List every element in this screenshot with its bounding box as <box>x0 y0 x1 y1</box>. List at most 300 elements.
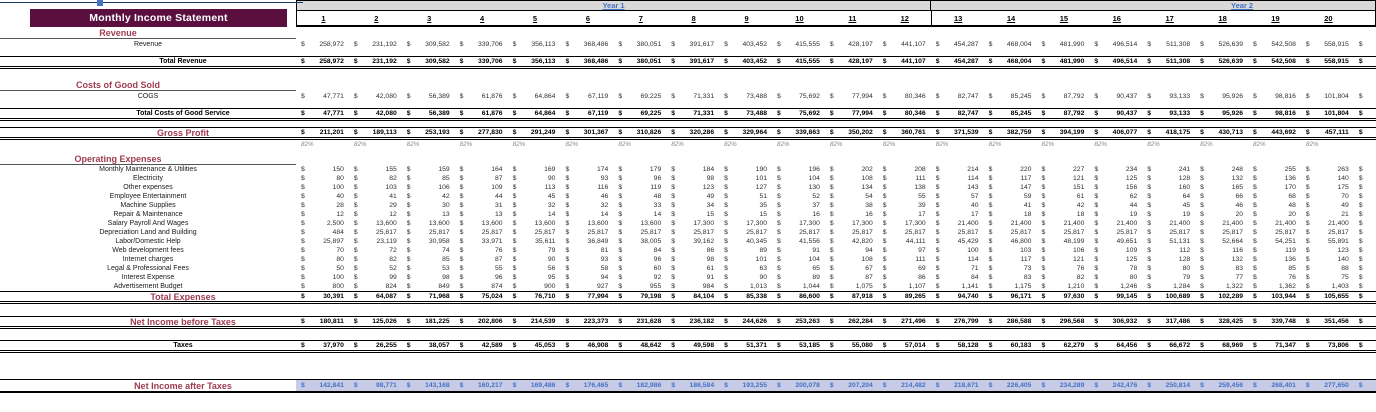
cell-interest-expense-m10[interactable]: $ 89 <box>777 274 820 281</box>
cell-employee-entertainment-m11[interactable]: $ 54 <box>829 193 873 200</box>
cell-legal-professional-fees-m3[interactable]: $ 53 <box>406 265 450 272</box>
cell-labor-domestic-help-m2[interactable]: $ 23,119 <box>353 238 397 245</box>
cell-net-income-after-taxes-m1[interactable]: $ 142,841 <box>296 380 349 391</box>
cell-taxes-m16[interactable]: $ 64,456 <box>1094 342 1138 349</box>
cell-other-expenses-m2[interactable]: $ 103 <box>353 184 397 191</box>
row-label-pct[interactable] <box>0 140 296 149</box>
cell-repair-maintenance-m12[interactable]: $ 17 <box>882 211 926 218</box>
cell-legal-professional-fees-m17[interactable]: $ 80 <box>1147 265 1191 272</box>
cell-total-revenue-m8[interactable]: $ 391,617 <box>671 58 715 65</box>
column-header-1[interactable]: 1 <box>321 13 326 23</box>
cell-revenue-m17[interactable]: $ 511,308 <box>1147 41 1191 48</box>
cell-electricity-m1[interactable]: $ 80 <box>301 175 344 182</box>
row-label-revenue[interactable]: Revenue <box>0 27 296 39</box>
cell-other-expenses-m1[interactable]: $ 100 <box>301 184 344 191</box>
cell-web-development-fees-m7[interactable]: $ 84 <box>618 247 662 254</box>
cell-revenue-m5[interactable] <box>508 27 561 39</box>
cell-total-expenses-m3[interactable]: $ 71,968 <box>406 293 450 300</box>
cell-revenue-m4[interactable] <box>455 27 508 39</box>
cell-depreciation-land-and-building-m8[interactable]: $ 25,817 <box>671 229 715 236</box>
cell-interest-expense-m20[interactable]: $ 75 <box>1305 274 1349 281</box>
cell-total-costs-of-good-service-m10[interactable]: $ 75,692 <box>777 110 820 117</box>
cell-salary-payroll-and-wages-m15[interactable]: $ 21,400 <box>1041 220 1085 227</box>
cell-legal-professional-fees-m4[interactable]: $ 55 <box>459 265 503 272</box>
cell-total-costs-of-good-service-m14[interactable]: $ 85,245 <box>988 110 1032 117</box>
cell-gross-profit-m15[interactable]: $ 394,199 <box>1041 129 1085 136</box>
cell-taxes-m13[interactable]: $ 58,128 <box>935 342 979 349</box>
cell-employee-entertainment-m13[interactable]: $ 57 <box>935 193 979 200</box>
cell-revenue-m6[interactable] <box>560 27 613 39</box>
column-header-10[interactable]: 10 <box>795 13 804 23</box>
cell-internet-charges-m2[interactable]: $ 82 <box>353 256 397 263</box>
cell-depreciation-land-and-building-m19[interactable]: $ 25,817 <box>1253 229 1296 236</box>
cell-other-expenses-m20[interactable]: $ 175 <box>1305 184 1349 191</box>
cell-pct-m12[interactable]: 82% <box>882 141 896 148</box>
cell-revenue-m15[interactable]: $ 481,990 <box>1041 41 1085 48</box>
cell-other-expenses-m19[interactable]: $ 170 <box>1253 184 1296 191</box>
cell-internet-charges-m1[interactable]: $ 80 <box>301 256 344 263</box>
cell-machine-supplies-m10[interactable]: $ 37 <box>777 202 820 209</box>
cell-revenue-m3[interactable]: $ 309,582 <box>406 41 450 48</box>
cell-operating-expenses-m19[interactable] <box>1248 153 1301 165</box>
cell-operating-expenses-m3[interactable] <box>402 153 455 165</box>
cell-monthly-maintenance-utilities-m17[interactable]: $ 241 <box>1147 166 1191 173</box>
cell-revenue-m5[interactable]: $ 356,113 <box>512 41 556 48</box>
cell-advertisement-budget-m13[interactable]: $ 1,141 <box>935 283 979 290</box>
cell-legal-professional-fees-m15[interactable]: $ 76 <box>1041 265 1085 272</box>
cell-net-income-after-taxes-m6[interactable]: $ 176,465 <box>560 380 613 391</box>
cell-advertisement-budget-m20[interactable]: $ 1,403 <box>1305 283 1349 290</box>
cell-salary-payroll-and-wages-m13[interactable]: $ 21,400 <box>935 220 979 227</box>
cell-machine-supplies-m14[interactable]: $ 41 <box>988 202 1032 209</box>
cell-costs-of-good-sold-m13[interactable] <box>931 79 984 91</box>
cell-machine-supplies-m2[interactable]: $ 29 <box>353 202 397 209</box>
cell-cogs-m4[interactable]: $ 61,876 <box>459 93 503 100</box>
cell-revenue-m18[interactable] <box>1195 27 1248 39</box>
cell-legal-professional-fees-m13[interactable]: $ 71 <box>935 265 979 272</box>
row-label-total-expenses[interactable]: Total Expenses <box>150 292 216 301</box>
cell-total-expenses-m19[interactable]: $ 103,944 <box>1253 293 1296 300</box>
cell-net-income-after-taxes-m21-clipped[interactable]: $ <box>1354 380 1376 391</box>
cell-other-expenses-m11[interactable]: $ 134 <box>829 184 873 191</box>
cell-revenue-m16[interactable]: $ 496,514 <box>1094 41 1138 48</box>
cell-costs-of-good-sold-m12[interactable] <box>878 79 931 91</box>
cell-costs-of-good-sold-m21-clipped[interactable] <box>1354 79 1376 91</box>
cell-advertisement-budget-m10[interactable]: $ 1,044 <box>777 283 820 290</box>
cell-advertisement-budget-m17[interactable]: $ 1,284 <box>1147 283 1191 290</box>
cell-salary-payroll-and-wages-m7[interactable]: $ 13,600 <box>618 220 662 227</box>
row-label-net-income-after-taxes[interactable]: Net Income after Taxes <box>0 380 296 391</box>
cell-costs-of-good-sold-m17[interactable] <box>1142 79 1195 91</box>
cell-taxes-m18[interactable]: $ 68,969 <box>1200 342 1244 349</box>
cell-salary-payroll-and-wages-m20[interactable]: $ 21,400 <box>1305 220 1349 227</box>
cell-net-income-after-taxes-m18[interactable]: $ 259,456 <box>1195 380 1248 391</box>
cell-internet-charges-m21-clipped[interactable]: $ <box>1358 256 1363 263</box>
cell-net-income-before-taxes-m20[interactable]: $ 351,456 <box>1305 318 1349 325</box>
column-header-8[interactable]: 8 <box>691 13 696 23</box>
cell-total-costs-of-good-service-m16[interactable]: $ 90,437 <box>1094 110 1138 117</box>
cell-net-income-before-taxes-m15[interactable]: $ 296,568 <box>1041 318 1085 325</box>
cell-net-income-before-taxes-m17[interactable]: $ 317,486 <box>1147 318 1191 325</box>
cell-total-revenue-m1[interactable]: $ 258,972 <box>301 58 344 65</box>
cell-depreciation-land-and-building-m18[interactable]: $ 25,817 <box>1200 229 1244 236</box>
cell-pct-m7[interactable]: 82% <box>618 141 631 148</box>
cell-electricity-m21-clipped[interactable]: $ <box>1358 175 1363 182</box>
cell-total-expenses-m20[interactable]: $ 105,655 <box>1305 293 1349 300</box>
cell-electricity-m4[interactable]: $ 87 <box>459 175 503 182</box>
cell-monthly-maintenance-utilities-m4[interactable]: $ 164 <box>459 166 503 173</box>
cell-repair-maintenance-m3[interactable]: $ 13 <box>406 211 450 218</box>
cell-advertisement-budget-m6[interactable]: $ 927 <box>565 283 609 290</box>
cell-other-expenses-m8[interactable]: $ 123 <box>671 184 715 191</box>
cell-web-development-fees-m18[interactable]: $ 116 <box>1200 247 1244 254</box>
cell-labor-domestic-help-m13[interactable]: $ 45,429 <box>935 238 979 245</box>
cell-labor-domestic-help-m15[interactable]: $ 48,199 <box>1041 238 1085 245</box>
row-label-other-expenses[interactable]: Other expenses <box>123 184 173 191</box>
cell-repair-maintenance-m20[interactable]: $ 21 <box>1305 211 1349 218</box>
cell-salary-payroll-and-wages-m21-clipped[interactable]: $ <box>1358 220 1363 227</box>
cell-gross-profit-m8[interactable]: $ 320,286 <box>671 129 715 136</box>
cell-interest-expense-m13[interactable]: $ 84 <box>935 274 979 281</box>
cell-machine-supplies-m20[interactable]: $ 49 <box>1305 202 1349 209</box>
cell-repair-maintenance-m21-clipped[interactable]: $ <box>1358 211 1363 218</box>
cell-advertisement-budget-m4[interactable]: $ 874 <box>459 283 503 290</box>
cell-pct-m20[interactable]: 82% <box>1305 141 1319 148</box>
cell-net-income-before-taxes-m11[interactable]: $ 262,284 <box>829 318 873 325</box>
cell-salary-payroll-and-wages-m6[interactable]: $ 13,600 <box>565 220 609 227</box>
cell-cogs-m13[interactable]: $ 82,747 <box>935 93 979 100</box>
cell-labor-domestic-help-m7[interactable]: $ 38,005 <box>618 238 662 245</box>
cell-legal-professional-fees-m6[interactable]: $ 58 <box>565 265 609 272</box>
cell-other-expenses-m15[interactable]: $ 151 <box>1041 184 1085 191</box>
cell-electricity-m13[interactable]: $ 114 <box>935 175 979 182</box>
cell-depreciation-land-and-building-m7[interactable]: $ 25,817 <box>618 229 662 236</box>
cell-internet-charges-m7[interactable]: $ 96 <box>618 256 662 263</box>
cell-gross-profit-m5[interactable]: $ 291,249 <box>512 129 556 136</box>
cell-web-development-fees-m10[interactable]: $ 91 <box>777 247 820 254</box>
cell-repair-maintenance-m4[interactable]: $ 13 <box>459 211 503 218</box>
cell-net-income-after-taxes-m2[interactable]: $ 98,771 <box>349 380 402 391</box>
cell-advertisement-budget-m18[interactable]: $ 1,322 <box>1200 283 1244 290</box>
cell-total-expenses-m15[interactable]: $ 97,630 <box>1041 293 1085 300</box>
cell-salary-payroll-and-wages-m5[interactable]: $ 13,600 <box>512 220 556 227</box>
cell-legal-professional-fees-m16[interactable]: $ 78 <box>1094 265 1138 272</box>
cell-legal-professional-fees-m11[interactable]: $ 67 <box>829 265 873 272</box>
cell-employee-entertainment-m21-clipped[interactable]: $ <box>1358 193 1363 200</box>
cell-taxes-m10[interactable]: $ 53,185 <box>777 342 820 349</box>
cell-monthly-maintenance-utilities-m16[interactable]: $ 234 <box>1094 166 1138 173</box>
cell-net-income-before-taxes-m6[interactable]: $ 223,373 <box>565 318 609 325</box>
cell-internet-charges-m3[interactable]: $ 85 <box>406 256 450 263</box>
cell-electricity-m12[interactable]: $ 111 <box>882 175 926 182</box>
cell-depreciation-land-and-building-m21-clipped[interactable]: $ <box>1358 229 1363 236</box>
cell-costs-of-good-sold-m11[interactable] <box>825 79 878 91</box>
cell-operating-expenses-m9[interactable] <box>719 153 772 165</box>
cell-advertisement-budget-m3[interactable]: $ 849 <box>406 283 450 290</box>
cell-total-revenue-m12[interactable]: $ 441,107 <box>882 58 926 65</box>
cell-total-expenses-m21-clipped[interactable]: $ <box>1358 293 1363 300</box>
cell-net-income-before-taxes-m14[interactable]: $ 286,588 <box>988 318 1032 325</box>
cell-pct-m6[interactable]: 82% <box>565 141 579 148</box>
cell-advertisement-budget-m16[interactable]: $ 1,246 <box>1094 283 1138 290</box>
cell-web-development-fees-m17[interactable]: $ 112 <box>1147 247 1191 254</box>
cell-pct-m4[interactable]: 82% <box>459 141 473 148</box>
cell-employee-entertainment-m8[interactable]: $ 49 <box>671 193 715 200</box>
cell-total-costs-of-good-service-m20[interactable]: $ 101,804 <box>1305 110 1349 117</box>
cell-legal-professional-fees-m8[interactable]: $ 61 <box>671 265 715 272</box>
cell-electricity-m18[interactable]: $ 132 <box>1200 175 1244 182</box>
cell-taxes-m12[interactable]: $ 57,014 <box>882 342 926 349</box>
column-header-14[interactable]: 14 <box>1006 13 1016 23</box>
column-header-5[interactable]: 5 <box>532 13 538 23</box>
cell-total-revenue-m19[interactable]: $ 542,508 <box>1253 58 1296 65</box>
cell-advertisement-budget-m8[interactable]: $ 984 <box>671 283 715 290</box>
cell-salary-payroll-and-wages-m3[interactable]: $ 13,600 <box>406 220 450 227</box>
cell-costs-of-good-sold-m6[interactable] <box>560 79 613 91</box>
row-label-gross-profit[interactable]: Gross Profit <box>156 128 209 137</box>
cell-net-income-before-taxes-m1[interactable]: $ 180,811 <box>301 318 344 325</box>
cell-web-development-fees-m13[interactable]: $ 100 <box>935 247 979 254</box>
cell-taxes-m3[interactable]: $ 38,057 <box>406 342 450 349</box>
cell-net-income-before-taxes-m10[interactable]: $ 253,263 <box>777 318 820 325</box>
cell-salary-payroll-and-wages-m16[interactable]: $ 21,400 <box>1094 220 1138 227</box>
cell-net-income-before-taxes-m12[interactable]: $ 271,496 <box>882 318 926 325</box>
cell-repair-maintenance-m15[interactable]: $ 18 <box>1041 211 1085 218</box>
cell-revenue-m12[interactable] <box>878 27 931 39</box>
cell-labor-domestic-help-m16[interactable]: $ 49,651 <box>1094 238 1138 245</box>
cell-interest-expense-m6[interactable]: $ 94 <box>565 274 609 281</box>
cell-monthly-maintenance-utilities-m5[interactable]: $ 169 <box>512 166 556 173</box>
cell-gross-profit-m11[interactable]: $ 350,202 <box>829 129 873 136</box>
cell-revenue-m9[interactable] <box>719 27 772 39</box>
cell-monthly-maintenance-utilities-m3[interactable]: $ 159 <box>406 166 450 173</box>
cell-total-costs-of-good-service-m19[interactable]: $ 98,816 <box>1253 110 1296 117</box>
cell-internet-charges-m6[interactable]: $ 93 <box>565 256 609 263</box>
cell-net-income-after-taxes-m16[interactable]: $ 242,476 <box>1089 380 1142 391</box>
cell-cogs-m8[interactable]: $ 71,331 <box>671 93 715 100</box>
cell-electricity-m2[interactable]: $ 82 <box>353 175 397 182</box>
cell-net-income-before-taxes-m7[interactable]: $ 231,628 <box>618 318 662 325</box>
cell-repair-maintenance-m17[interactable]: $ 19 <box>1147 211 1191 218</box>
cell-total-expenses-m8[interactable]: $ 84,104 <box>671 293 715 300</box>
cell-total-costs-of-good-service-m11[interactable]: $ 77,994 <box>829 110 873 117</box>
cell-repair-maintenance-m13[interactable]: $ 17 <box>935 211 979 218</box>
cell-internet-charges-m20[interactable]: $ 140 <box>1305 256 1349 263</box>
cell-internet-charges-m18[interactable]: $ 132 <box>1200 256 1244 263</box>
cell-taxes-m4[interactable]: $ 42,589 <box>459 342 503 349</box>
cell-total-costs-of-good-service-m8[interactable]: $ 71,331 <box>671 110 715 117</box>
cell-operating-expenses-m20[interactable] <box>1301 153 1354 165</box>
cell-costs-of-good-sold-m9[interactable] <box>719 79 772 91</box>
cell-total-costs-of-good-service-m9[interactable]: $ 73,488 <box>724 110 768 117</box>
cell-internet-charges-m17[interactable]: $ 128 <box>1147 256 1191 263</box>
cell-total-costs-of-good-service-m12[interactable]: $ 80,346 <box>882 110 926 117</box>
cell-labor-domestic-help-m6[interactable]: $ 36,849 <box>565 238 609 245</box>
cell-employee-entertainment-m17[interactable]: $ 64 <box>1147 193 1191 200</box>
row-label-machine-supplies[interactable]: Machine Supplies <box>120 202 176 209</box>
cell-net-income-after-taxes-m8[interactable]: $ 186,584 <box>666 380 719 391</box>
cell-salary-payroll-and-wages-m10[interactable]: $ 17,300 <box>777 220 820 227</box>
cell-internet-charges-m12[interactable]: $ 111 <box>882 256 926 263</box>
cell-gross-profit-m6[interactable]: $ 301,367 <box>565 129 609 136</box>
cell-labor-domestic-help-m18[interactable]: $ 52,664 <box>1200 238 1244 245</box>
cell-costs-of-good-sold-m4[interactable] <box>455 79 508 91</box>
column-header-17[interactable]: 17 <box>1165 13 1174 23</box>
cell-repair-maintenance-m14[interactable]: $ 18 <box>988 211 1032 218</box>
cell-depreciation-land-and-building-m12[interactable]: $ 25,817 <box>882 229 926 236</box>
cell-machine-supplies-m15[interactable]: $ 42 <box>1041 202 1085 209</box>
cell-net-income-after-taxes-m14[interactable]: $ 226,405 <box>984 380 1037 391</box>
cell-total-expenses-m5[interactable]: $ 76,710 <box>512 293 556 300</box>
cell-labor-domestic-help-m3[interactable]: $ 30,958 <box>406 238 450 245</box>
row-label-labor-domestic-help[interactable]: Labor/Domestic Help <box>115 238 181 245</box>
cell-depreciation-land-and-building-m6[interactable]: $ 25,817 <box>565 229 609 236</box>
cell-total-expenses-m6[interactable]: $ 77,994 <box>565 293 609 300</box>
cell-salary-payroll-and-wages-m17[interactable]: $ 21,400 <box>1147 220 1191 227</box>
cell-electricity-m6[interactable]: $ 93 <box>565 175 609 182</box>
column-header-3[interactable]: 3 <box>427 13 432 23</box>
column-header-11[interactable]: 11 <box>848 13 857 23</box>
cell-revenue-m10[interactable]: $ 415,555 <box>777 41 820 48</box>
cell-legal-professional-fees-m7[interactable]: $ 60 <box>618 265 662 272</box>
cell-other-expenses-m14[interactable]: $ 147 <box>988 184 1032 191</box>
cell-depreciation-land-and-building-m16[interactable]: $ 25,817 <box>1094 229 1138 236</box>
cell-total-expenses-m18[interactable]: $ 102,289 <box>1200 293 1244 300</box>
cell-employee-entertainment-m2[interactable]: $ 41 <box>353 193 397 200</box>
cell-revenue-m7[interactable] <box>613 27 666 39</box>
cell-electricity-m15[interactable]: $ 121 <box>1041 175 1085 182</box>
cell-electricity-m19[interactable]: $ 136 <box>1253 175 1296 182</box>
cell-other-expenses-m12[interactable]: $ 138 <box>882 184 926 191</box>
cell-revenue-m2[interactable] <box>349 27 402 39</box>
cell-monthly-maintenance-utilities-m13[interactable]: $ 214 <box>935 166 979 173</box>
cell-total-revenue-m10[interactable]: $ 415,555 <box>777 58 820 65</box>
cell-gross-profit-m14[interactable]: $ 382,759 <box>988 129 1032 136</box>
cell-web-development-fees-m1[interactable]: $ 70 <box>301 247 344 254</box>
cell-repair-maintenance-m19[interactable]: $ 20 <box>1253 211 1296 218</box>
cell-total-expenses-m1[interactable]: $ 30,391 <box>301 293 344 300</box>
cell-legal-professional-fees-m21-clipped[interactable]: $ <box>1358 265 1363 272</box>
cell-interest-expense-m19[interactable]: $ 76 <box>1253 274 1296 281</box>
cell-interest-expense-m14[interactable]: $ 83 <box>988 274 1032 281</box>
cell-interest-expense-m11[interactable]: $ 87 <box>829 274 873 281</box>
cell-legal-professional-fees-m5[interactable]: $ 56 <box>512 265 556 272</box>
cell-net-income-after-taxes-m11[interactable]: $ 207,204 <box>825 380 878 391</box>
cell-costs-of-good-sold-m8[interactable] <box>666 79 719 91</box>
cell-taxes-m19[interactable]: $ 71,347 <box>1253 342 1296 349</box>
cell-total-costs-of-good-service-m2[interactable]: $ 42,080 <box>353 110 397 117</box>
cell-electricity-m5[interactable]: $ 90 <box>512 175 556 182</box>
cell-operating-expenses-m8[interactable] <box>666 153 719 165</box>
cell-salary-payroll-and-wages-m12[interactable]: $ 17,300 <box>882 220 926 227</box>
cell-pct-m19[interactable]: 82% <box>1253 141 1266 148</box>
cell-monthly-maintenance-utilities-m7[interactable]: $ 179 <box>618 166 662 173</box>
cell-pct-m15[interactable]: 82% <box>1041 141 1055 148</box>
cell-taxes-m11[interactable]: $ 55,080 <box>829 342 873 349</box>
cell-web-development-fees-m9[interactable]: $ 89 <box>724 247 768 254</box>
cell-machine-supplies-m19[interactable]: $ 48 <box>1253 202 1296 209</box>
cell-salary-payroll-and-wages-m11[interactable]: $ 17,300 <box>829 220 873 227</box>
cell-electricity-m16[interactable]: $ 125 <box>1094 175 1138 182</box>
cell-labor-domestic-help-m20[interactable]: $ 55,891 <box>1305 238 1349 245</box>
cell-electricity-m17[interactable]: $ 128 <box>1147 175 1191 182</box>
cell-cogs-m1[interactable]: $ 47,771 <box>301 93 344 100</box>
cell-pct-m5[interactable]: 82% <box>512 141 526 148</box>
cell-costs-of-good-sold-m19[interactable] <box>1248 79 1301 91</box>
cell-interest-expense-m7[interactable]: $ 92 <box>618 274 662 281</box>
row-label-legal-professional-fees[interactable]: Legal & Professional Fees <box>107 265 189 272</box>
cell-internet-charges-m11[interactable]: $ 108 <box>829 256 873 263</box>
cell-cogs-m20[interactable]: $ 101,804 <box>1305 93 1349 100</box>
cell-total-expenses-m9[interactable]: $ 85,338 <box>724 293 768 300</box>
cell-cogs-m5[interactable]: $ 64,864 <box>512 93 556 100</box>
cell-machine-supplies-m1[interactable]: $ 28 <box>301 202 344 209</box>
cell-revenue-m7[interactable]: $ 380,051 <box>618 41 662 48</box>
cell-revenue-m1[interactable] <box>296 27 349 39</box>
cell-pct-m3[interactable]: 82% <box>406 141 420 148</box>
cell-monthly-maintenance-utilities-m10[interactable]: $ 196 <box>777 166 820 173</box>
cell-depreciation-land-and-building-m13[interactable]: $ 25,817 <box>935 229 979 236</box>
cell-cogs-m2[interactable]: $ 42,080 <box>353 93 397 100</box>
cell-revenue-m11[interactable]: $ 428,197 <box>829 41 873 48</box>
cell-interest-expense-m5[interactable]: $ 95 <box>512 274 556 281</box>
cell-web-development-fees-m14[interactable]: $ 103 <box>988 247 1032 254</box>
cell-internet-charges-m14[interactable]: $ 117 <box>988 256 1032 263</box>
cell-operating-expenses-m11[interactable] <box>825 153 878 165</box>
cell-revenue-m1[interactable]: $ 258,972 <box>301 41 344 48</box>
cell-costs-of-good-sold-m2[interactable] <box>349 79 402 91</box>
cell-total-revenue-m5[interactable]: $ 356,113 <box>512 58 556 65</box>
cell-electricity-m10[interactable]: $ 104 <box>777 175 820 182</box>
cell-legal-professional-fees-m19[interactable]: $ 85 <box>1253 265 1296 272</box>
row-label-interest-expense[interactable]: Interest Expense <box>121 274 175 281</box>
cell-advertisement-budget-m9[interactable]: $ 1,013 <box>724 283 768 290</box>
cell-total-expenses-m2[interactable]: $ 64,087 <box>353 293 397 300</box>
cell-costs-of-good-sold-m15[interactable] <box>1036 79 1089 91</box>
cell-net-income-before-taxes-m8[interactable]: $ 236,182 <box>671 318 715 325</box>
cell-revenue-m2[interactable]: $ 231,192 <box>353 41 397 48</box>
cell-interest-expense-m3[interactable]: $ 98 <box>406 274 450 281</box>
cell-operating-expenses-m17[interactable] <box>1142 153 1195 165</box>
cell-net-income-after-taxes-m3[interactable]: $ 143,168 <box>402 380 455 391</box>
cell-total-revenue-m16[interactable]: $ 496,514 <box>1094 58 1138 65</box>
cell-salary-payroll-and-wages-m2[interactable]: $ 13,600 <box>353 220 397 227</box>
cell-labor-domestic-help-m21-clipped[interactable]: $ <box>1358 238 1363 245</box>
cell-net-income-before-taxes-m21-clipped[interactable]: $ <box>1358 318 1363 325</box>
cell-revenue-m14[interactable] <box>984 27 1037 39</box>
cell-total-expenses-m11[interactable]: $ 87,918 <box>829 293 873 300</box>
cell-total-expenses-m17[interactable]: $ 100,689 <box>1147 293 1191 300</box>
cell-employee-entertainment-m7[interactable]: $ 48 <box>618 193 662 200</box>
cell-revenue-m21-clipped[interactable] <box>1354 27 1376 39</box>
cell-interest-expense-m12[interactable]: $ 86 <box>882 274 926 281</box>
cell-monthly-maintenance-utilities-m15[interactable]: $ 227 <box>1041 166 1085 173</box>
cell-internet-charges-m4[interactable]: $ 87 <box>459 256 503 263</box>
cell-total-revenue-m20[interactable]: $ 558,915 <box>1305 58 1349 65</box>
cell-labor-domestic-help-m10[interactable]: $ 41,556 <box>777 238 820 245</box>
cell-other-expenses-m16[interactable]: $ 156 <box>1094 184 1138 191</box>
cell-net-income-after-taxes-m10[interactable]: $ 200,078 <box>772 380 825 391</box>
cell-monthly-maintenance-utilities-m18[interactable]: $ 248 <box>1200 166 1244 173</box>
cell-advertisement-budget-m12[interactable]: $ 1,107 <box>882 283 926 290</box>
cell-salary-payroll-and-wages-m4[interactable]: $ 13,600 <box>459 220 503 227</box>
cell-total-expenses-m12[interactable]: $ 89,265 <box>882 293 926 300</box>
cell-legal-professional-fees-m9[interactable]: $ 63 <box>724 265 768 272</box>
cell-labor-domestic-help-m8[interactable]: $ 39,162 <box>671 238 715 245</box>
row-label-web-development-fees[interactable]: Web development fees <box>112 247 184 254</box>
cell-cogs-m3[interactable]: $ 56,389 <box>406 93 450 100</box>
cell-web-development-fees-m4[interactable]: $ 76 <box>459 247 503 254</box>
